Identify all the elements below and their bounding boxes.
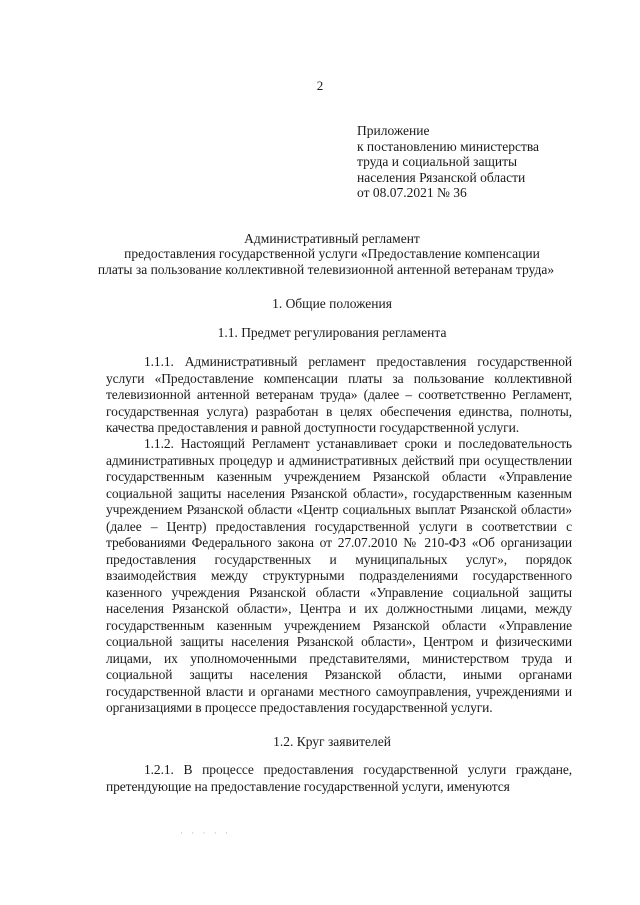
appendix-block [357,123,539,201]
paragraph-1-2-1: 1.2.1. В процессе предоставления государственной услуги граждане, претендующие на предоставление государственной услуги, именуются [106,762,572,794]
document-title-line3: платы за пользование коллективной телевизионной антенной ветеранам труда» [97,262,555,277]
page-number: 2 [316,78,324,93]
scan-artifact: · · · · · [180,828,231,838]
appendix-line: к постановлению министерства [357,138,540,154]
appendix-line: от 08.07.2021 № 36 [357,185,467,200]
appendix-line: населения Рязанской области [357,169,526,185]
appendix-line: труда и социальной защиты [357,154,518,169]
subsection-heading-1-2: 1.2. Круг заявителей [273,734,391,749]
section-heading: 1. Общие положения [272,296,392,311]
subsection-heading: 1.1. Предмет регулирования регламента [217,325,447,340]
document-title: Административный регламент [244,231,420,246]
appendix-line: Приложение [357,123,430,138]
paragraph-1-1-1: 1.1.1. Административный регламент предоставления государственной услуги «Предоставление компенсации платы за пользование коллективной телевизионной антенной ветеранам труда» (далее – соответственно Регламент, государственная услуга) разработан в целях обеспечения единства, полноты, качества предоставления и равной доступности государственной услуги. [106,354,572,435]
paragraph-1-1-2: 1.1.2. Настоящий Регламент устанавливает сроки и последовательность административных процедур и административных действий при осуществлении государственным казенным учреждением Рязанской области «Управление социальной защиты населения Рязанской области», государственным казенным учреждением Рязанской области «Центр социальных выплат Рязанской области» (далее – Центр) предоставления государственной услуги в соответствии с требованиями Федерального закона от 27.07.2010 № 210-ФЗ «Об организации предоставления государственных и муниципальных услуг», порядок взаимодействия между структурными подразделениями государственного казенного учреждения Рязанской области «Управление социальной защиты населения Рязанской области», Центра и их должностными лицами, между государственным казенным учреждением Рязанской области «Управление социальной защиты населения Рязанской области», Центром и физическими лицами, их уполномоченными представителями, министерством труда и социальной защиты населения Рязанской области, иными органами государственной власти и органами местного самоуправления, учреждениями и организациями в процессе предоставления государственной услуги. [106,436,572,715]
document-title-line2: предоставления государственной услуги «Предоставление компенсации [124,246,540,261]
